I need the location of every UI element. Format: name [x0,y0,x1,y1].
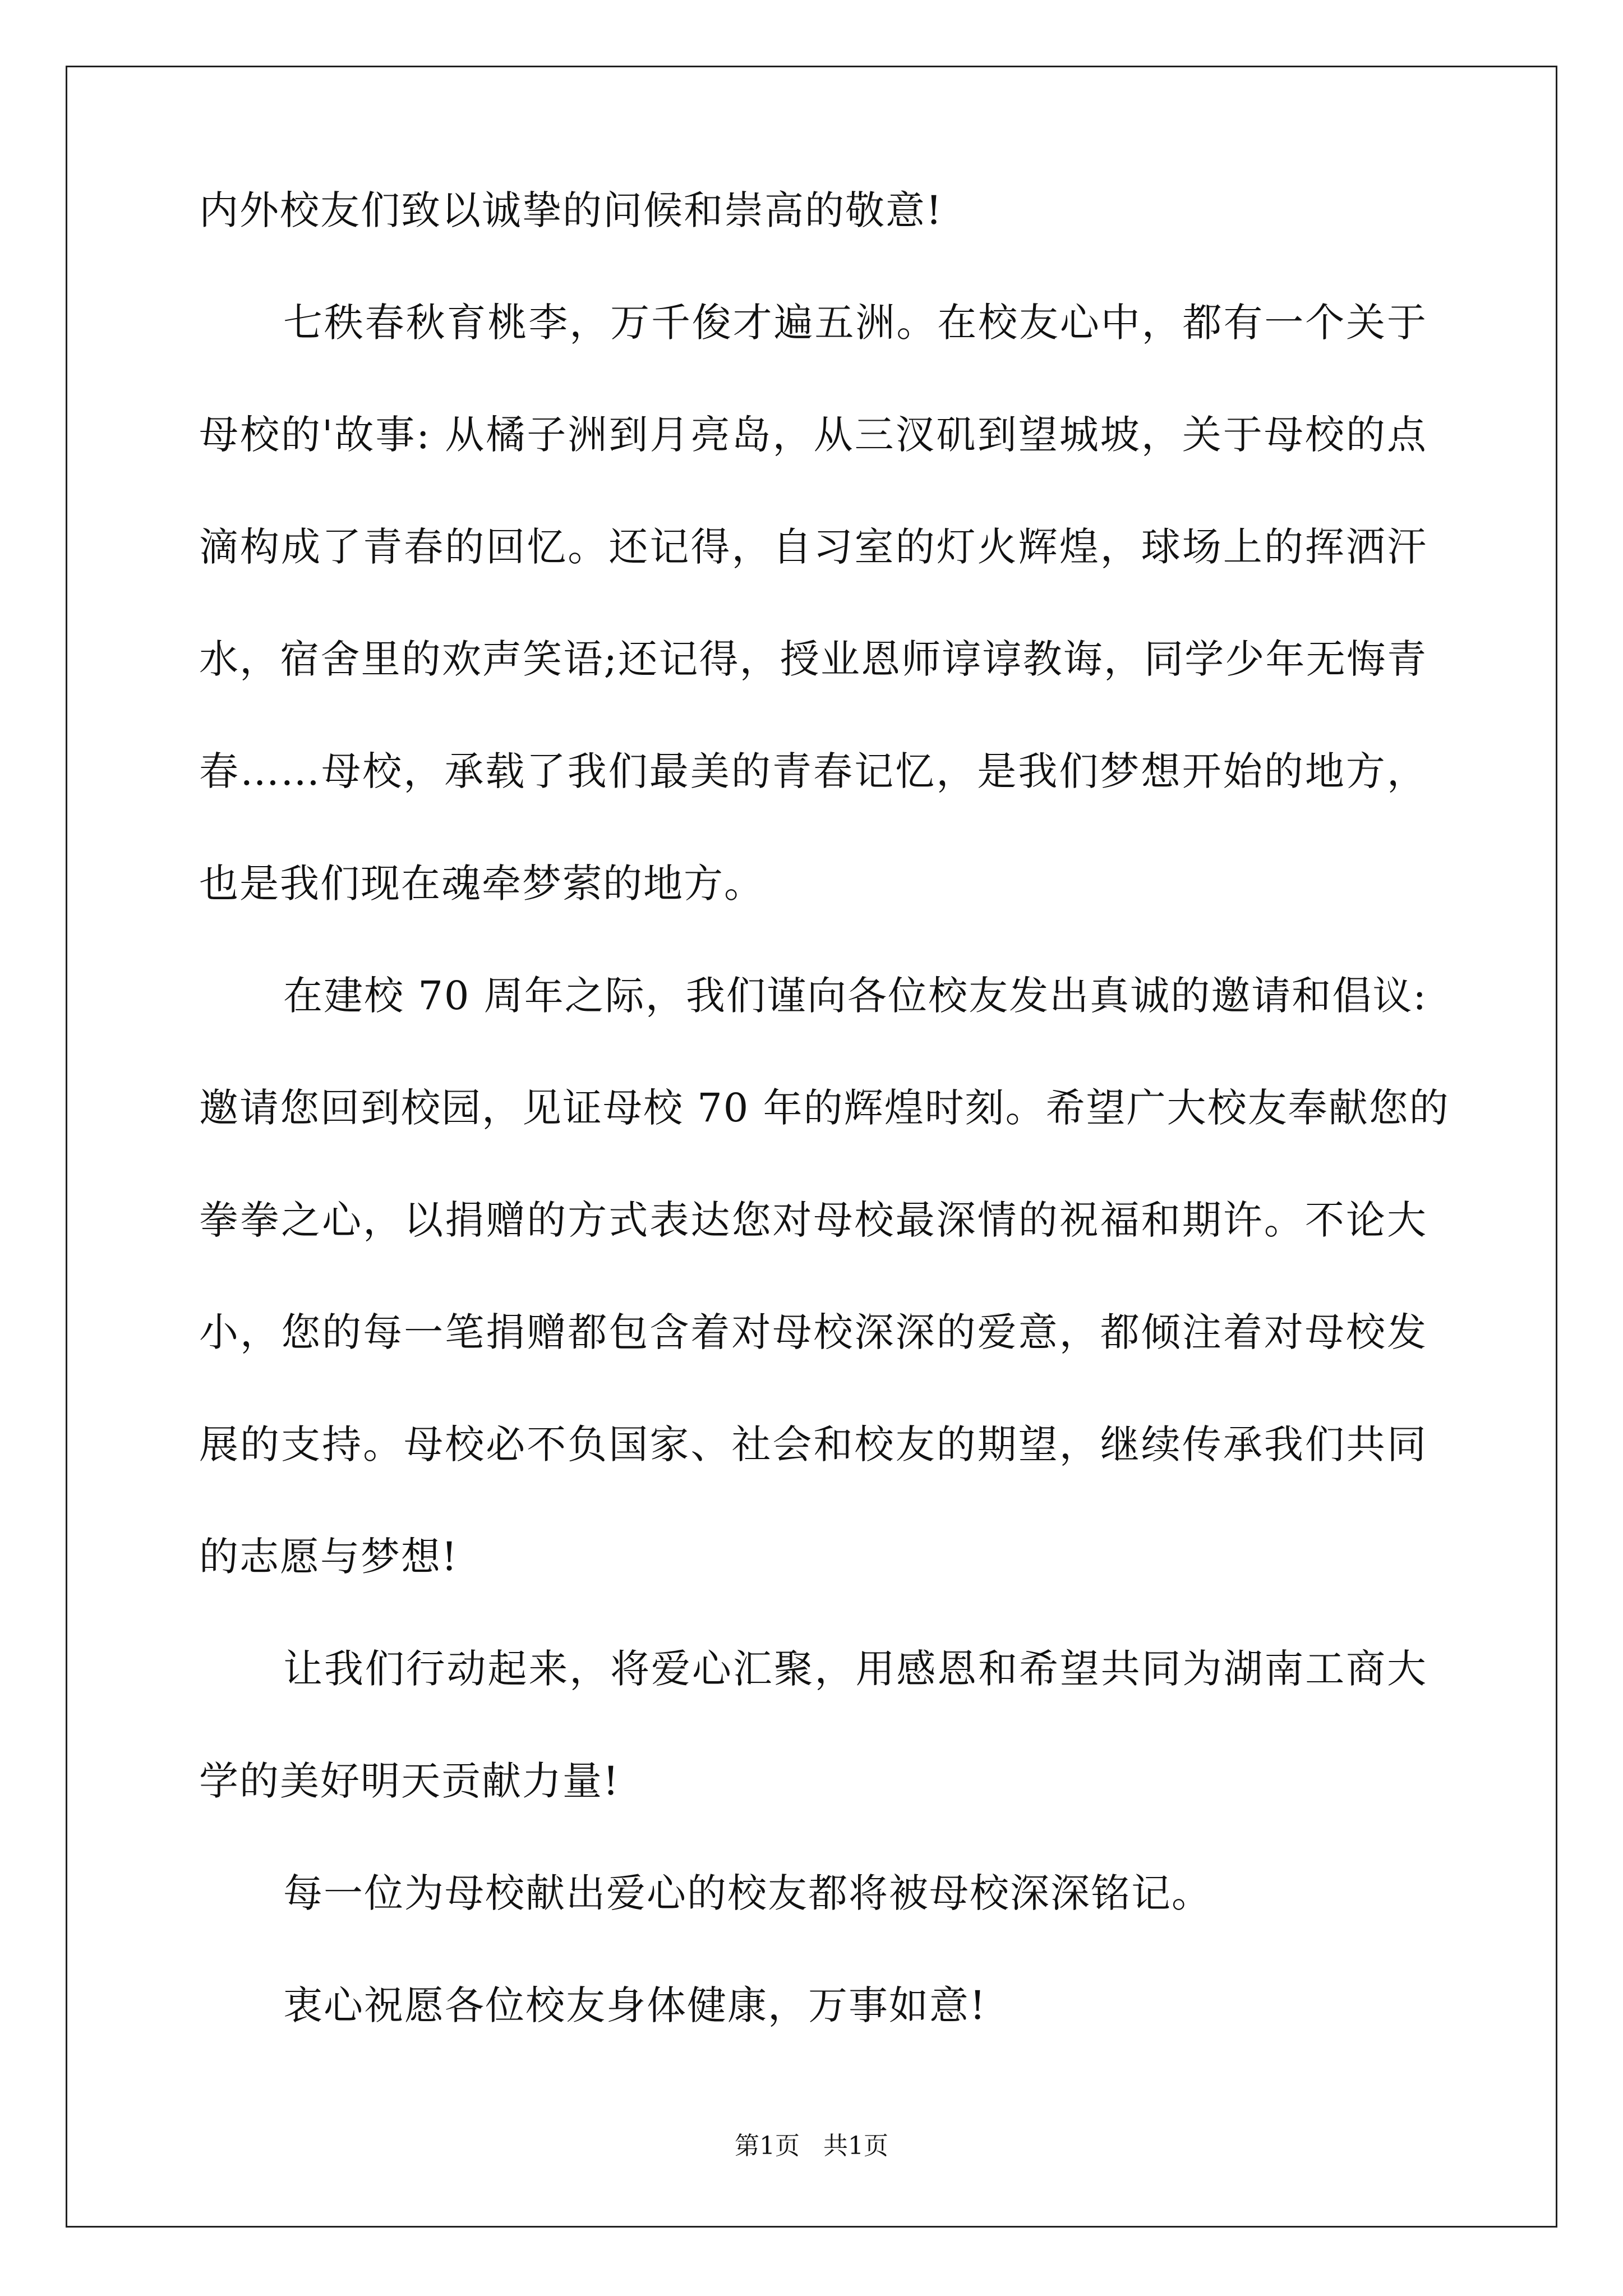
text-line-2: 七秩春秋育桃李，万千俊才遍五洲。在校友心中，都有一个关于 [283,300,1427,346]
text-line-8: 在建校 70 周年之际，我们谨向各位校友发出真诚的邀请和倡议: [283,973,1427,1019]
text-line-14: 让我们行动起来，将爱心汇聚，用感恩和希望共同为湖南工商大 [283,1646,1427,1692]
text-line-7: 也是我们现在魂牵梦萦的地方。 [199,861,764,907]
text-line-6: 春……母校，承载了我们最美的青春记忆，是我们梦想开始的地方， [199,748,1427,794]
text-line-16: 每一位为母校献出爱心的校友都将被母校深深铭记。 [283,1870,1212,1916]
page-number-footer: 第1页 共1页 [735,2132,888,2160]
text-line-15: 学的美好明天贡献力量! [199,1758,620,1804]
text-line-12: 展的支持。母校必不负国家、社会和校友的期望，继续传承我们共同 [199,1421,1427,1467]
text-line-5: 水，宿舍里的欢声笑语;还记得，授业恩师谆谆教诲，同学少年无悔青 [199,636,1427,682]
text-line-4: 滴构成了青春的回忆。还记得，自习室的灯火辉煌，球场上的挥洒汗 [199,524,1427,570]
text-line-3: 母校的'故事: 从橘子洲到月亮岛，从三汊矶到望城坡，关于母校的点 [199,412,1427,458]
text-line-9: 邀请您回到校园，见证母校 70 年的辉煌时刻。希望广大校友奉献您的 [199,1085,1450,1131]
text-line-1: 内外校友们致以诚挚的问候和崇高的敬意! [199,187,943,233]
text-line-13: 的志愿与梦想! [199,1534,459,1580]
text-line-11: 小，您的每一笔捐赠都包含着对母校深深的爱意，都倾注着对母校发 [199,1309,1427,1355]
text-line-17: 衷心祝愿各位校友身体健康，万事如意! [283,1982,987,2028]
text-line-10: 拳拳之心，以捐赠的方式表达您对母校最深情的祝福和期许。不论大 [199,1197,1427,1243]
